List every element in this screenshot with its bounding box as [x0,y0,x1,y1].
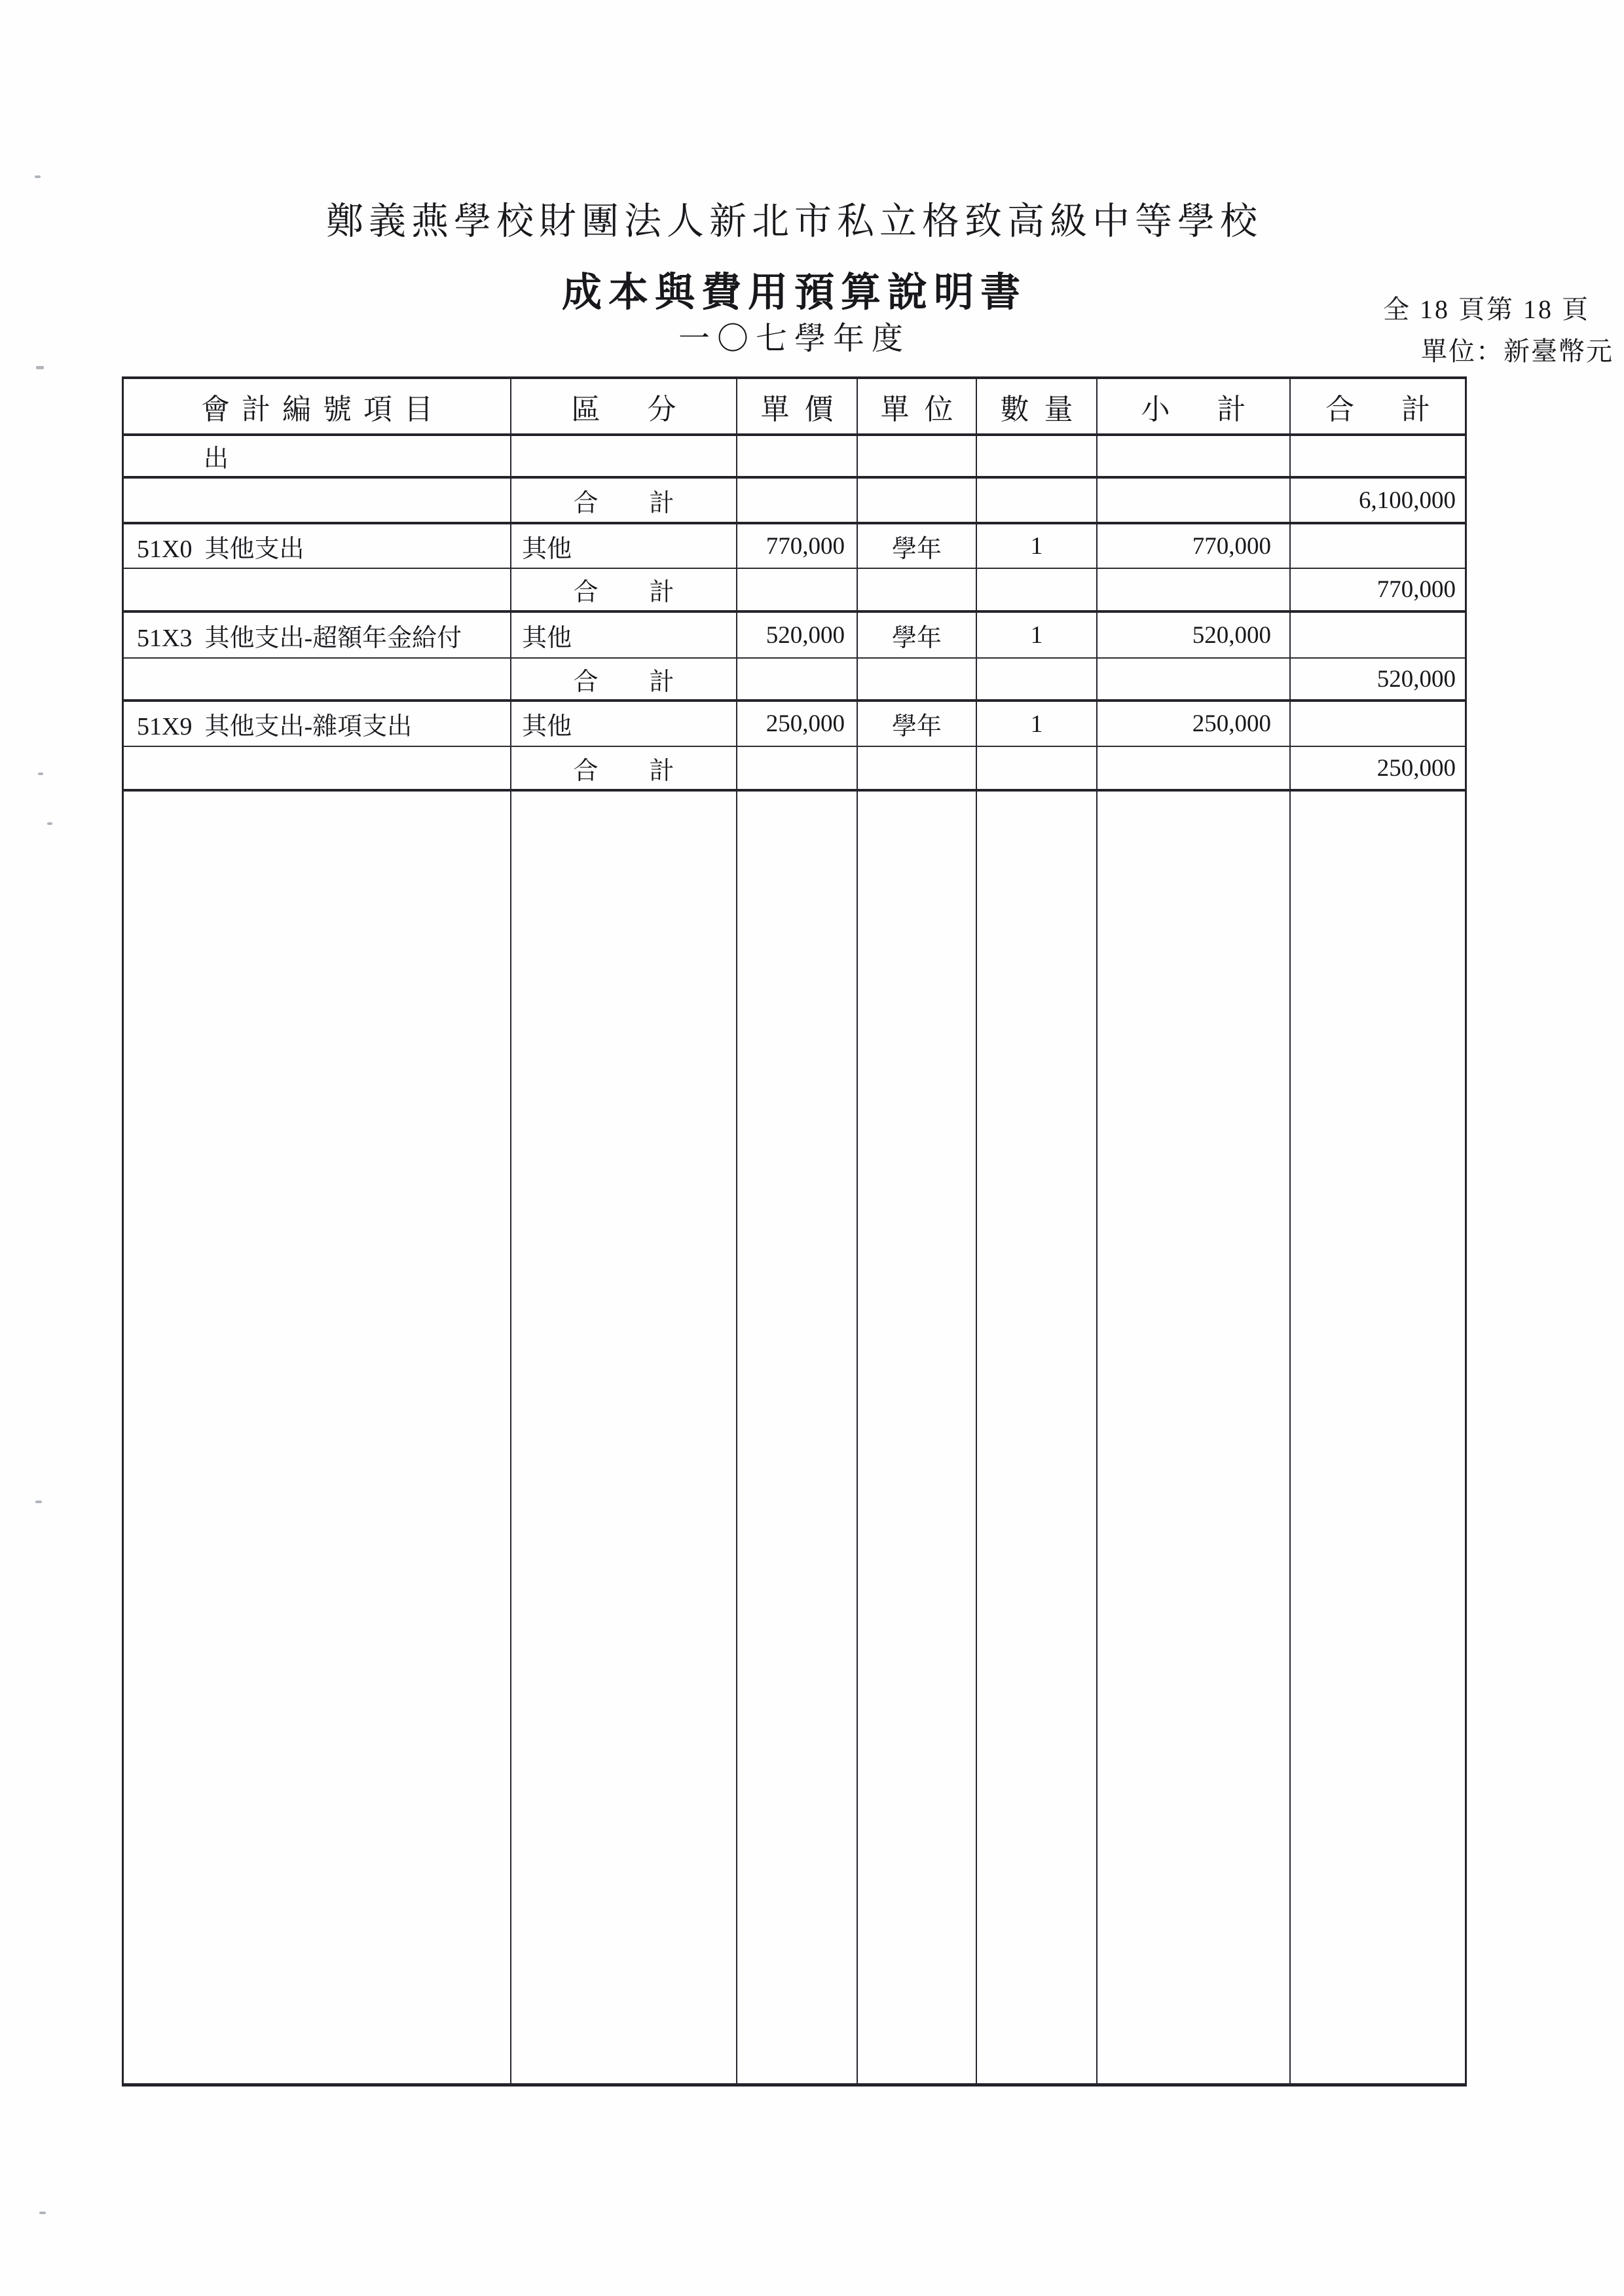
cell-unit-price: 520,000 [737,613,858,657]
cell-quantity: 1 [977,613,1098,657]
table-row [124,702,1465,747]
cell-total-label: 合 計 [511,747,737,789]
cell-total-label: 合 計 [511,479,737,522]
header-subtotal: 小 計 [1098,379,1291,433]
cell-category: 其他 [511,524,737,568]
table-row-total [124,479,1465,524]
cell-subtotal: 770,000 [1098,524,1291,568]
table-row-total [124,569,1465,613]
cell-category [511,436,737,476]
cell-subtotal [1098,747,1291,789]
cell-subtotal: 520,000 [1098,613,1291,657]
cell-quantity [977,569,1098,610]
cell-quantity [977,479,1098,522]
cell-total: 250,000 [1376,754,1456,782]
table-row [124,613,1465,659]
cell-unit [858,659,977,699]
scan-speck [39,2212,46,2214]
budget-table [122,376,1467,2086]
cell-account-item [124,569,511,610]
cell-subtotal [1098,659,1291,699]
cell-subtotal: 250,000 [1098,702,1291,746]
cell-category: 其他 [511,702,737,746]
cell-quantity: 1 [977,702,1098,746]
header-grand-total: 合 計 [1325,393,1439,426]
cell-unit-price [737,569,858,610]
cell-total-label: 合 計 [511,659,737,699]
cell-subtotal [1098,569,1291,610]
cell-subtotal [1098,436,1291,476]
cell-quantity: 1 [977,524,1098,568]
cell-unit-price [737,747,858,789]
cell-total: 520,000 [1376,665,1456,693]
cell-unit-price: 250,000 [737,702,858,746]
header-quantity: 數 量 [977,379,1098,433]
cell-unit [858,436,977,476]
cell-account-item: 出 [124,436,511,476]
cell-unit: 學年 [858,613,977,657]
page-count-label: 全 18 頁第 18 頁 [1383,295,1590,324]
table-empty-area [124,792,1465,2083]
header-unit-price: 單 價 [737,379,858,433]
cell-category: 其他 [511,613,737,657]
empty-cell [124,792,511,2083]
table-header-row [124,379,1465,436]
header-account-item: 會計編號項目 [124,379,511,433]
document-title: 成本與費用預算說明書 [561,271,1027,315]
cell-quantity [977,747,1098,789]
cell-total: 6,100,000 [1359,486,1456,514]
school-name: 鄭義燕學校財團法人新北市私立格致高級中等學校 [326,201,1263,242]
scan-speck [35,175,41,178]
table-row [124,524,1465,569]
empty-cell [977,792,1098,2083]
header-category: 區 分 [511,379,737,433]
cell-quantity [977,436,1098,476]
cell-unit: 學年 [858,702,977,746]
cell-total [1291,613,1465,657]
cell-subtotal [1098,479,1291,522]
cell-total [1291,436,1465,476]
cell-account-item [124,747,511,789]
table-row-total [124,747,1465,792]
empty-cell [737,792,858,2083]
cell-unit-price [737,659,858,699]
scan-speck [47,822,52,825]
cell-quantity [977,659,1098,699]
cell-account-item: 51X3 其他支出-超額年金給付 [124,613,511,657]
scan-speck [36,366,44,369]
empty-cell [1098,792,1291,2083]
cell-unit [858,569,977,610]
empty-cell [511,792,737,2083]
cell-account-item: 51X0 其他支出 [124,524,511,568]
empty-cell [858,792,977,2083]
cell-account-item [124,479,511,522]
scan-speck [38,773,43,775]
currency-unit-label: 單位：新臺幣元 [1421,337,1614,366]
cell-unit-price: 770,000 [737,524,858,568]
scan-speck [35,1501,42,1503]
table-row-total [124,659,1465,702]
cell-total-label: 合 計 [511,569,737,610]
table-row [124,436,1465,479]
cell-account-item [124,659,511,699]
cell-unit-price [737,479,858,522]
cell-account-item: 51X9 其他支出-雜項支出 [124,702,511,746]
empty-cell [1291,792,1465,2083]
cell-total: 770,000 [1376,576,1456,603]
cell-total [1291,524,1465,568]
cell-unit-price [737,436,858,476]
cell-total [1291,702,1465,746]
cell-unit [858,747,977,789]
cell-unit [858,479,977,522]
header-unit: 單 位 [858,379,977,433]
cell-unit: 學年 [858,524,977,568]
academic-year: 一〇七學年度 [678,321,910,356]
